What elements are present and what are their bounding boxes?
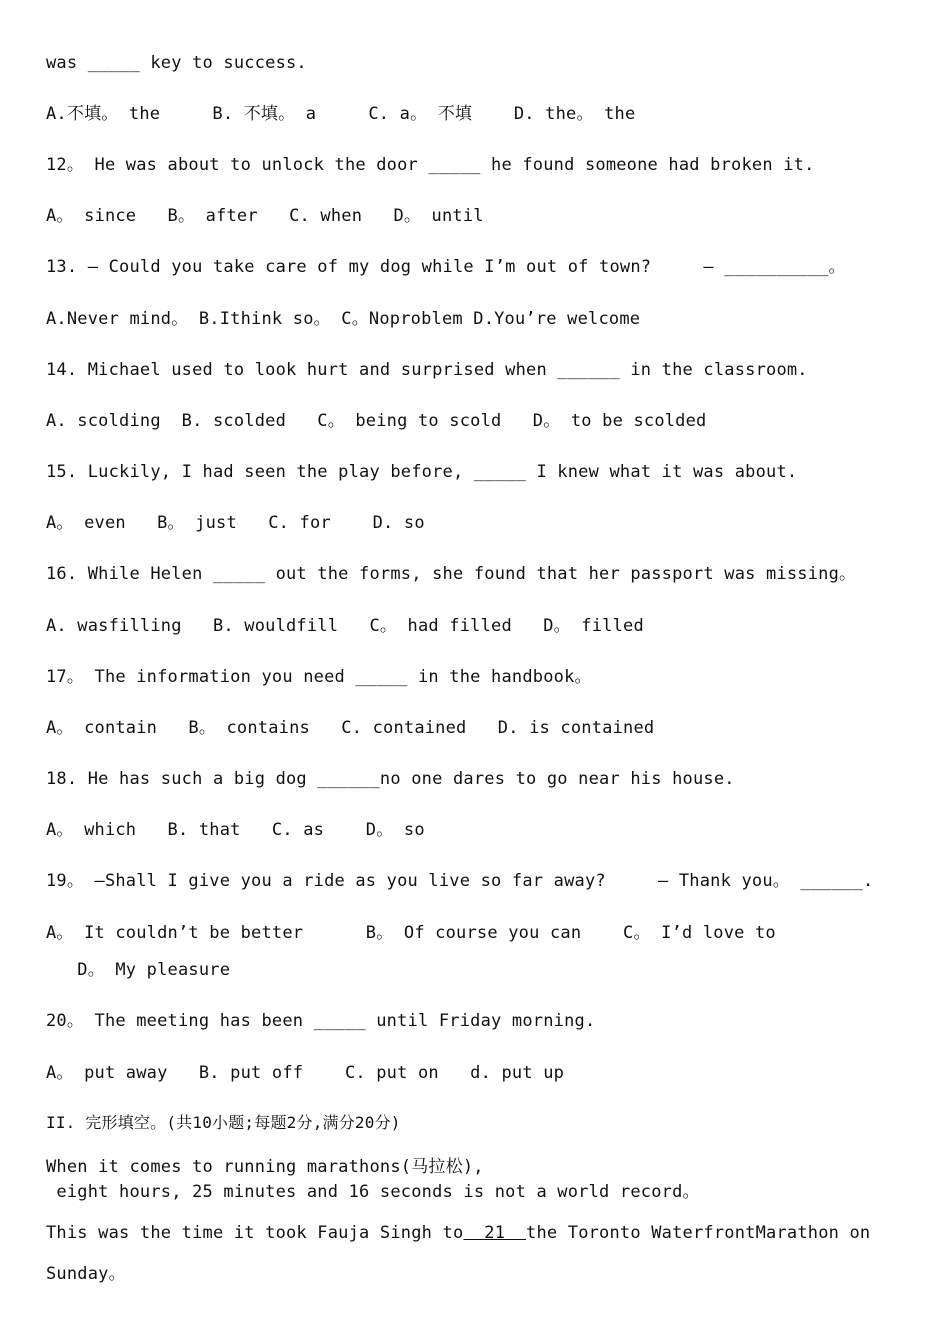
passage-line-2: eight hours, 25 minutes and 16 seconds is not a world record。 [46, 1182, 700, 1202]
q19-options-cont: D。 My pleasure [46, 960, 231, 980]
q13-stem: 13. — Could you take care of my dog while I’m out of town? — __________。 [46, 257, 846, 277]
passage-text-before-blank: This was the time it took Fauja Singh to [46, 1223, 464, 1243]
q11-stem-end: was _____ key to success. [46, 53, 307, 73]
passage-line-4: Sunday。 [46, 1264, 126, 1284]
passage-line-3 [46, 1222, 870, 1244]
q13-options: A.Never mind。 B.Ithink so。 C。Noproblem D.You’re welcome [46, 309, 641, 329]
q12-stem: 12。 He was about to unlock the door _____ he found someone had broken it. [46, 155, 815, 175]
q17-stem: 17。 The information you need _____ in the handbook。 [46, 667, 592, 687]
q16-options: A. wasfilling B. wouldfill C。 had filled D。 filled [46, 616, 644, 636]
q19-options: A。 It couldn’t be better B。 Of course you can C。 I’d love to [46, 923, 776, 943]
section-heading: II. 完形填空。(共10小题;每题2分,满分20分) [46, 1113, 401, 1132]
q19-stem: 19。 —Shall I give you a ride as you live so far away? — Thank you。 ______. [46, 871, 874, 891]
q18-stem: 18. He has such a big dog ______no one dares to go near his house. [46, 769, 735, 789]
q11-options: A.不填。 the B. 不填。 a C. a。 不填 D. the。 the [46, 104, 636, 124]
q20-stem: 20。 The meeting has been _____ until Friday morning. [46, 1011, 596, 1031]
passage-line-1: When it comes to running marathons(马拉松), [46, 1157, 484, 1177]
q16-stem: 16. While Helen _____ out the forms, she found that her passport was missing。 [46, 564, 857, 584]
q17-options: A。 contain B。 contains C. contained D. is contained [46, 718, 655, 738]
q15-options: A。 even B。 just C. for D. so [46, 513, 425, 533]
q15-stem: 15. Luckily, I had seen the play before, _____ I knew what it was about. [46, 462, 798, 482]
q14-options: A. scolding B. scolded C。 being to scold D。 to be scolded [46, 411, 707, 431]
q14-stem: 14. Michael used to look hurt and surprised when ______ in the classroom. [46, 360, 808, 380]
blank-21: 21 [463, 1223, 527, 1243]
passage-text-after-blank: the Toronto WaterfrontMarathon on [526, 1223, 871, 1243]
q20-options: A。 put away B. put off C. put on d. put up [46, 1063, 565, 1083]
q18-options: A。 which B. that C. as D。 so [46, 820, 425, 840]
q12-options: A。 since B。 after C. when D。 until [46, 206, 484, 226]
